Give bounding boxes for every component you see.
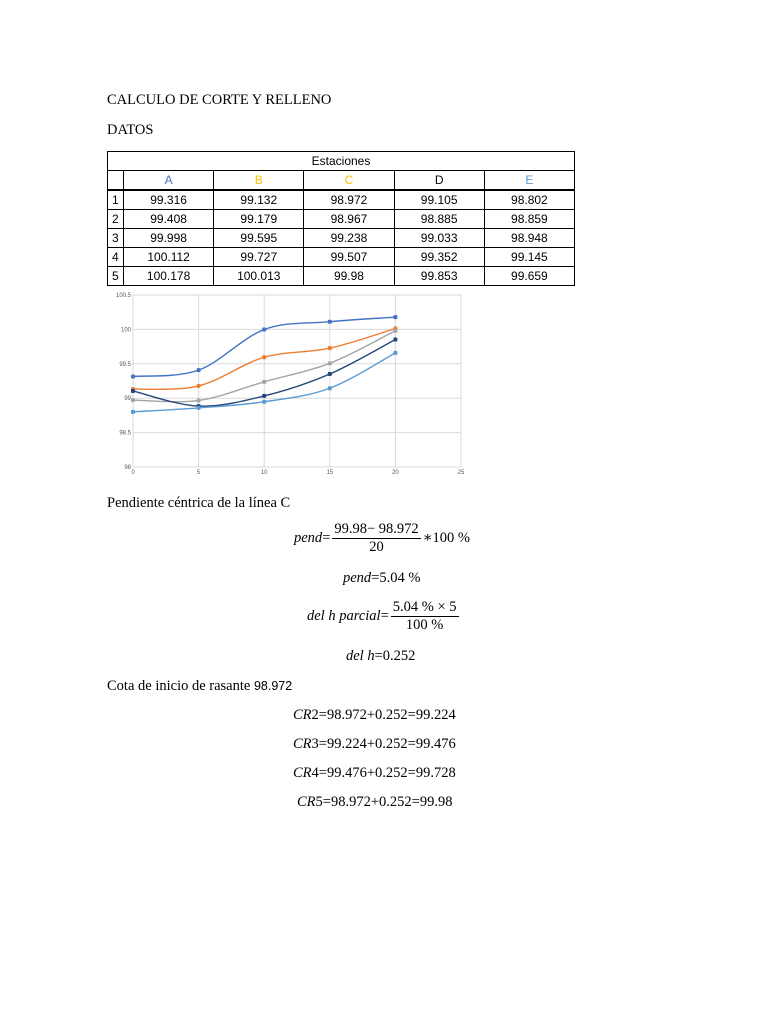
- cr-formula-5: [297, 794, 452, 811]
- grade-start-line: [107, 678, 292, 695]
- table-row: [108, 248, 575, 267]
- grade-start-label: Cota de inicio de rasante: [107, 678, 254, 694]
- cr5-rhs: 5=98.972+0.252=99.98: [315, 794, 453, 810]
- eq1-lhs: pend: [294, 530, 323, 546]
- y-tick-label: 100: [120, 327, 131, 334]
- data-point: [393, 315, 397, 319]
- cr-formula-4: [293, 765, 456, 782]
- table-cell: 99.316: [124, 190, 214, 210]
- eq4-rhs: =0.252: [374, 648, 416, 664]
- table-cell: 99.98: [304, 267, 394, 286]
- table-cell: 99.507: [304, 248, 394, 267]
- table-cell: 98.967: [304, 210, 394, 229]
- data-point: [262, 328, 266, 332]
- table-cell: 98.859: [484, 210, 574, 229]
- grade-start-value: 98.972: [253, 679, 293, 693]
- data-point: [197, 406, 201, 410]
- table-body: [108, 190, 575, 286]
- table-cell: 98.802: [484, 190, 574, 210]
- elevation-line-chart: [107, 292, 467, 480]
- slope-result: [343, 570, 420, 587]
- data-point: [131, 374, 135, 378]
- slope-heading: Pendiente céntrica de la línea C: [107, 495, 291, 511]
- table-cell: 99.179: [214, 210, 304, 229]
- data-point: [197, 398, 201, 402]
- cr-formula-2: [293, 707, 456, 724]
- y-tick-label: 98.5: [119, 430, 131, 437]
- section-heading-datos: DATOS: [107, 122, 154, 138]
- cr4-lhs: CR: [293, 765, 312, 781]
- data-point: [262, 400, 266, 404]
- data-point: [262, 380, 266, 384]
- table-cell: 98.948: [484, 229, 574, 248]
- column-header-b: B: [214, 171, 304, 191]
- column-header-e: E: [484, 171, 574, 191]
- data-point: [262, 355, 266, 359]
- row-index: 2: [108, 210, 124, 229]
- column-header-d: D: [394, 171, 484, 191]
- data-point: [131, 398, 135, 402]
- eq4-lhs: del h: [346, 648, 375, 664]
- eq1-denominator: 20: [369, 539, 384, 555]
- table-cell: 98.885: [394, 210, 484, 229]
- table-row: [108, 190, 575, 210]
- cr5-lhs: CR: [297, 794, 316, 810]
- table-cell: 99.238: [304, 229, 394, 248]
- table-cell: 100.013: [214, 267, 304, 286]
- table-header-row: [108, 171, 575, 191]
- column-header-c: C: [304, 171, 394, 191]
- data-point: [393, 351, 397, 355]
- data-point: [393, 329, 397, 333]
- row-index: 1: [108, 190, 124, 210]
- cr2-lhs: CR: [293, 707, 312, 723]
- row-index: 5: [108, 267, 124, 286]
- table-cell: 99.033: [394, 229, 484, 248]
- y-tick-label: 98: [124, 465, 131, 471]
- table-cell: 99.595: [214, 229, 304, 248]
- data-point: [131, 389, 135, 393]
- y-tick-label: 99.5: [119, 361, 131, 368]
- partial-height-formula: [307, 599, 461, 634]
- x-tick-label: 25: [457, 470, 465, 476]
- eq1-numerator: 99.98− 98.972: [334, 521, 419, 537]
- eq1-tail: ∗100 %: [422, 530, 470, 546]
- cr3-lhs: CR: [293, 736, 312, 752]
- table-cell: 99.408: [124, 210, 214, 229]
- row-index: 3: [108, 229, 124, 248]
- cr4-rhs: 4=99.476+0.252=99.728: [311, 765, 456, 781]
- table-row: [108, 229, 575, 248]
- y-tick-label: 100.5: [115, 293, 131, 299]
- eq3-numerator: 5.04 % × 5: [392, 599, 457, 615]
- table-cell: 99.105: [394, 190, 484, 210]
- x-tick-label: 10: [260, 470, 268, 476]
- data-point: [328, 386, 332, 390]
- table-corner-cell: [108, 171, 124, 191]
- eq2-lhs: pend: [343, 570, 372, 586]
- table-cell: 100.178: [124, 267, 214, 286]
- data-point: [262, 394, 266, 398]
- chart-grid: [133, 295, 461, 467]
- data-point: [328, 372, 332, 376]
- y-tick-label: 99: [124, 396, 131, 403]
- table-cell: 99.145: [484, 248, 574, 267]
- data-point: [328, 346, 332, 350]
- x-tick-label: 0: [131, 470, 135, 476]
- eq1-equals: =: [322, 530, 331, 546]
- data-point: [131, 410, 135, 414]
- cr2-rhs: 2=98.972+0.252=99.224: [311, 707, 456, 723]
- x-tick-label: 5: [196, 470, 201, 476]
- data-point: [197, 368, 201, 372]
- table-caption: Estaciones: [108, 152, 575, 171]
- table-cell: 99.727: [214, 248, 304, 267]
- document-title: CALCULO DE CORTE Y RELLENO: [107, 92, 332, 108]
- table-cell: 99.352: [394, 248, 484, 267]
- x-tick-label: 20: [392, 470, 399, 476]
- row-index: 4: [108, 248, 124, 267]
- eq1-fraction: [332, 521, 420, 556]
- table-cell: 99.132: [214, 190, 304, 210]
- table-row: [108, 267, 575, 286]
- eq3-fraction: [391, 599, 459, 634]
- eq3-lhs: del h parcial: [307, 608, 381, 624]
- table-row: [108, 210, 575, 229]
- stations-table: [107, 151, 575, 286]
- eq2-rhs: =5.04 %: [371, 570, 421, 586]
- data-point: [328, 320, 332, 324]
- cr-formula-3: [293, 736, 456, 753]
- height-result: [346, 648, 415, 665]
- cr3-rhs: 3=99.224+0.252=99.476: [311, 736, 456, 752]
- eq3-equals: =: [380, 608, 389, 624]
- data-point: [197, 384, 201, 388]
- table-cell: 99.659: [484, 267, 574, 286]
- data-point: [328, 361, 332, 365]
- x-tick-label: 15: [326, 470, 334, 476]
- column-header-a: A: [124, 171, 214, 191]
- table-cell: 99.853: [394, 267, 484, 286]
- table-cell: 99.998: [124, 229, 214, 248]
- table-cell: 98.972: [304, 190, 394, 210]
- slope-formula: [294, 521, 470, 556]
- data-point: [393, 338, 397, 342]
- table-cell: 100.112: [124, 248, 214, 267]
- eq3-denominator: 100 %: [405, 617, 444, 633]
- chart-tick-labels: [116, 293, 465, 476]
